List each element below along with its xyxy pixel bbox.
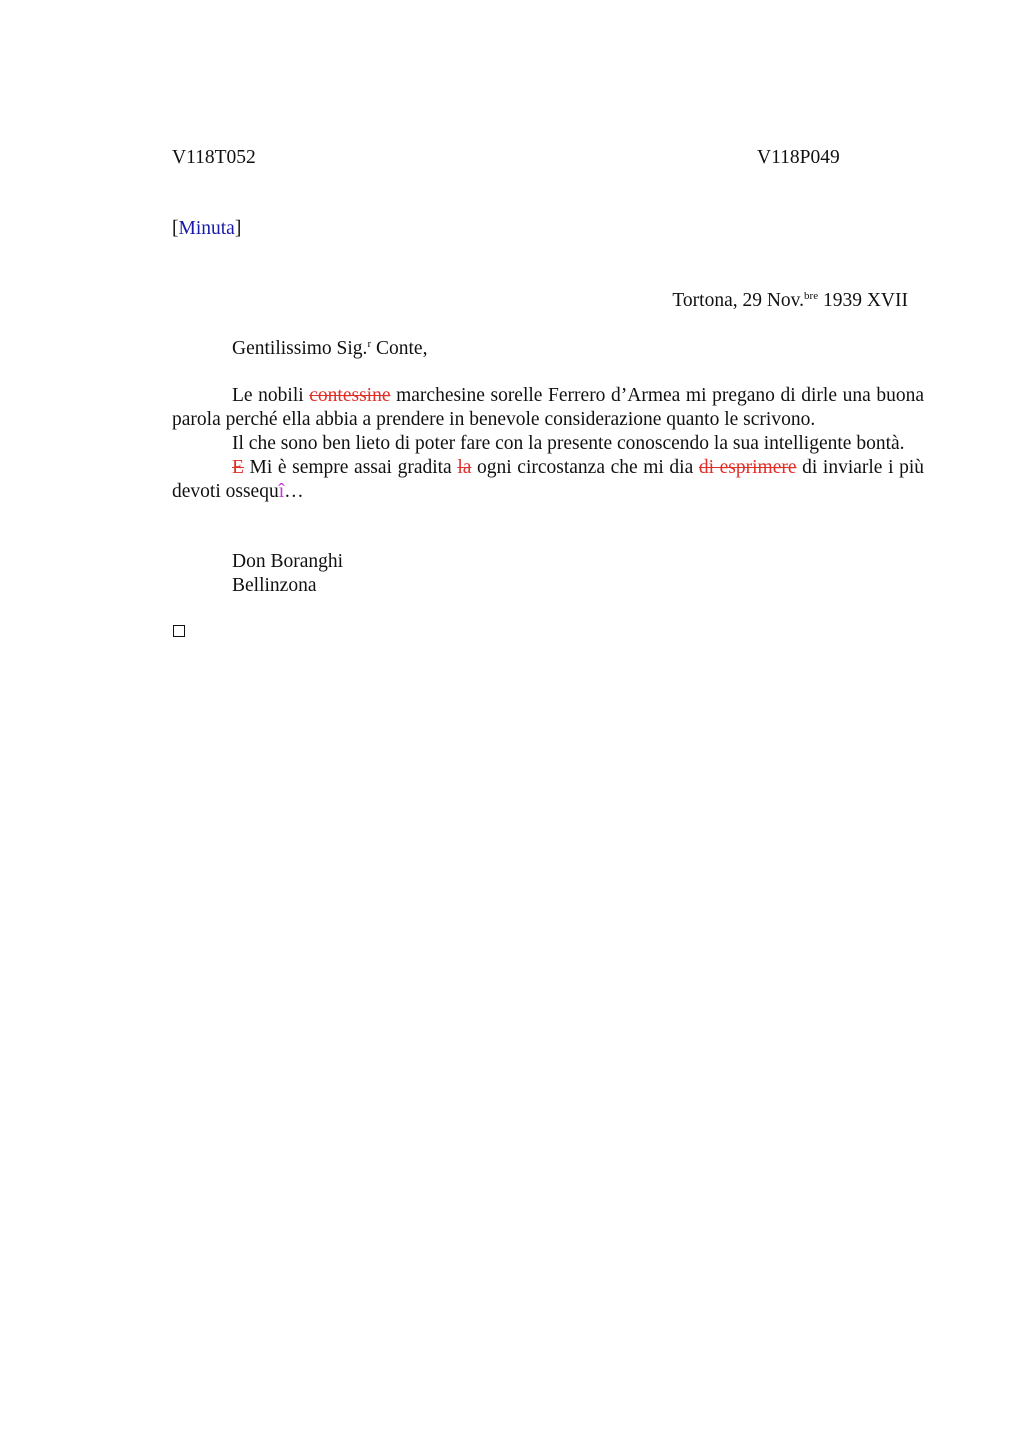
paragraph-3: [172, 456, 924, 504]
deleted-word-la: la: [457, 457, 472, 478]
paragraph-3-text-b: ogni circostanza che mi dia: [471, 457, 699, 478]
document-code-left: V118T052: [172, 147, 256, 168]
signature: Don Boranghi: [232, 551, 344, 572]
paragraph-3-ellipsis: …: [284, 481, 304, 502]
minuta-bracket-close: ]: [234, 218, 242, 239]
deleted-phrase-di-esprimere: di esprimere: [698, 457, 797, 478]
letter-body: [172, 384, 924, 504]
paragraph-1-text-a: Le nobili: [232, 385, 310, 406]
paragraph-3-text-c: di inviarle i più devoti ossequ: [172, 457, 925, 502]
paragraph-1: [172, 384, 924, 432]
salutation-suffix: Conte,: [371, 338, 428, 359]
end-square-icon: [173, 625, 185, 637]
date-superscript: bre: [804, 290, 819, 302]
deleted-word-contessine: contessine: [309, 385, 391, 406]
letter-date: [672, 289, 908, 313]
corrected-letter: î: [278, 481, 285, 502]
paragraph-2: Il che sono ben lieto di poter fare con la presente conoscendo la sua intelligente bontà.: [232, 433, 905, 454]
document-code-right: V118P049: [757, 147, 840, 168]
paragraph-1-text-b: marchesine sorelle Ferrero d’Armea mi pregano di dirle una buona parola perché ella abbia a prendere in benevole considerazione quanto le scrivono.: [172, 385, 924, 430]
recipient-place: Bellinzona: [232, 575, 317, 596]
letter-salutation: [232, 337, 427, 361]
minuta-word: Minuta: [178, 218, 235, 239]
minuta-label: [172, 217, 241, 241]
salutation-prefix: Gentilissimo Sig.: [232, 338, 368, 359]
salutation-superscript: r: [367, 338, 372, 350]
paragraph-3-text-a: Mi è sempre assai gradita: [243, 457, 458, 478]
deleted-word-e: E: [232, 457, 244, 478]
date-prefix: Tortona, 29 Nov.: [672, 290, 805, 311]
minuta-bracket-open: [: [172, 218, 179, 239]
date-suffix: 1939 XVII: [818, 290, 908, 311]
